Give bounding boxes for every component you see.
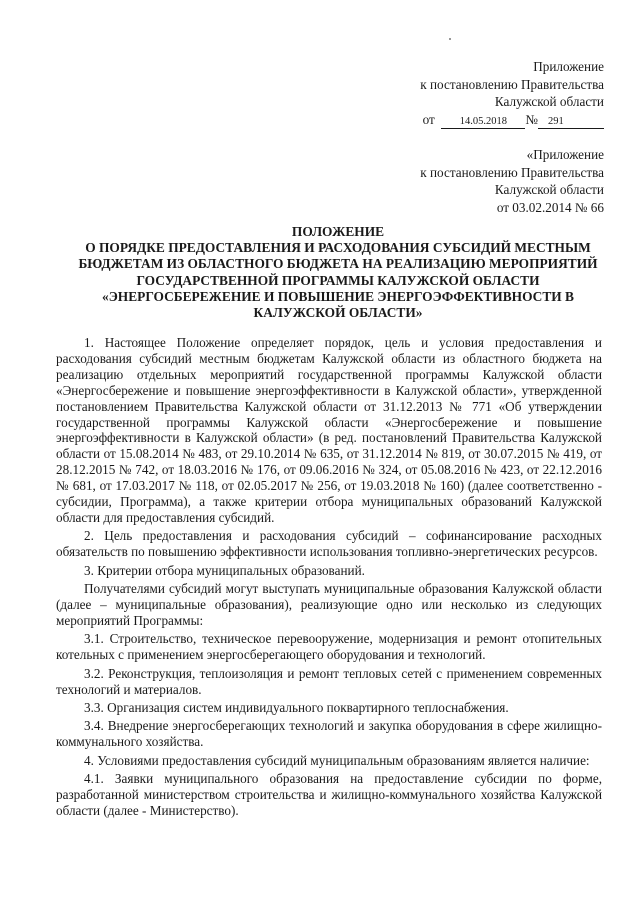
- paragraph-4-1: 4.1. Заявки муниципального образования на предоставление субсидии по форме, разработанной министерством строительства и жилищно-коммунального хозяйства Калужской области (далее - Министерство).: [56, 771, 602, 818]
- paragraph-3-intro: Получателями субсидий могут выступать муниципальные образования Калужской области (далее – муниципальные образования), реализующие одно или несколько из следующих мероприятий Программы:: [56, 581, 602, 628]
- appendix-header-current: [420, 58, 604, 129]
- resolution-number: 291: [538, 116, 604, 129]
- title-line-3: БЮДЖЕТАМ ИЗ ОБЛАСТНОГО БЮДЖЕТА НА РЕАЛИЗАЦИЮ МЕРОПРИЯТИЙ: [78, 256, 598, 272]
- paragraph-4: 4. Условиями предоставления субсидий муниципальным образованиям является наличие:: [84, 752, 590, 768]
- appendix-header-original: [420, 146, 604, 216]
- paragraph-3-3: 3.3. Организация систем индивидуального поквартирного теплоснабжения.: [84, 699, 509, 715]
- resolution-date: 14.05.2018: [441, 116, 525, 129]
- title-line-1: ПОЛОЖЕНИЕ: [291, 224, 385, 239]
- title-line-4: ГОСУДАРСТВЕННОЙ ПРОГРАММЫ КАЛУЖСКОЙ ОБЛАСТИ: [136, 272, 540, 288]
- paragraph-1: 1. Настоящее Положение определяет порядок, цель и условия предоставления и расходования субсидий местным бюджетам Калужской области из областного бюджета на реализацию отдельных мероприятий государственной программы Калужской области «Энергосбережение и повышение энергоэффективности в Калужской области», утвержденной постановлением Правительства Калужской области от 31.12.2013 № 771 «Об утверждении государственной программы Калужской области «Энергосбережение и повышение энергоэффективности в Калужской области» (в ред. постановлений Правительства Калужской области от 15.08.2014 № 483, от 29.10.2014 № 635, от 31.12.2014 № 819, от 30.07.2015 № 419, от 28.12.2015 № 742, от 18.03.2016 № 176, от 09.06.2016 № 324, от 05.08.2016 № 423, от 22.12.2016 № 681, от 17.03.2017 № 118, от 02.05.2017 № 256, от 19.03.2018 № 160) (далее соответственно - субсидии, Программа), а также критерии отбора муниципальных образований Калужской области для предоставления субсидий.: [56, 335, 602, 525]
- title-line-6: КАЛУЖСКОЙ ОБЛАСТИ»: [253, 305, 423, 321]
- appendix-region: Калужской области: [494, 94, 604, 109]
- paragraph-3-1: 3.1. Строительство, техническое перевооружение, модернизация и ремонт отопительных котельных с применением энергосберегающего оборудования и технологий.: [56, 631, 602, 663]
- original-appendix-label: «Приложение: [526, 147, 604, 162]
- number-sign: №: [525, 111, 538, 127]
- document-title: [58, 224, 618, 321]
- paragraph-2: 2. Цель предоставления и расходования субсидий – софинансирование расходных обязательств по повышению эффективности использования топливно-энергетических ресурсов.: [56, 528, 602, 560]
- original-date-number: от 03.02.2014 № 66: [496, 199, 604, 215]
- date-prefix: от: [422, 111, 435, 127]
- paragraph-3-4: 3.4. Внедрение энергосберегающих технологий и закупка оборудования в сфере жилищно-коммунального хозяйства.: [56, 718, 602, 750]
- appendix-label: Приложение: [533, 59, 604, 74]
- paragraph-3-2: 3.2. Реконструкция, теплоизоляция и ремонт тепловых сетей с применением современных технологий и материалов.: [56, 665, 602, 697]
- original-region: Калужской области: [494, 182, 604, 197]
- title-line-2: О ПОРЯДКЕ ПРЕДОСТАВЛЕНИЯ И РАСХОДОВАНИЯ СУБСИДИЙ МЕСТНЫМ: [85, 240, 591, 256]
- scan-speck: [449, 38, 451, 40]
- paragraph-3: 3. Критерии отбора муниципальных образований.: [84, 562, 365, 578]
- original-resolution-ref: к постановлению Правительства: [420, 164, 604, 180]
- title-line-5: «ЭНЕРГОСБЕРЕЖЕНИЕ И ПОВЫШЕНИЕ ЭНЕРГОЭФФЕКТИВНОСТИ В: [102, 288, 574, 304]
- appendix-resolution-ref: к постановлению Правительства: [420, 76, 604, 92]
- document-body: [56, 335, 602, 819]
- appendix-date-number: [420, 111, 604, 129]
